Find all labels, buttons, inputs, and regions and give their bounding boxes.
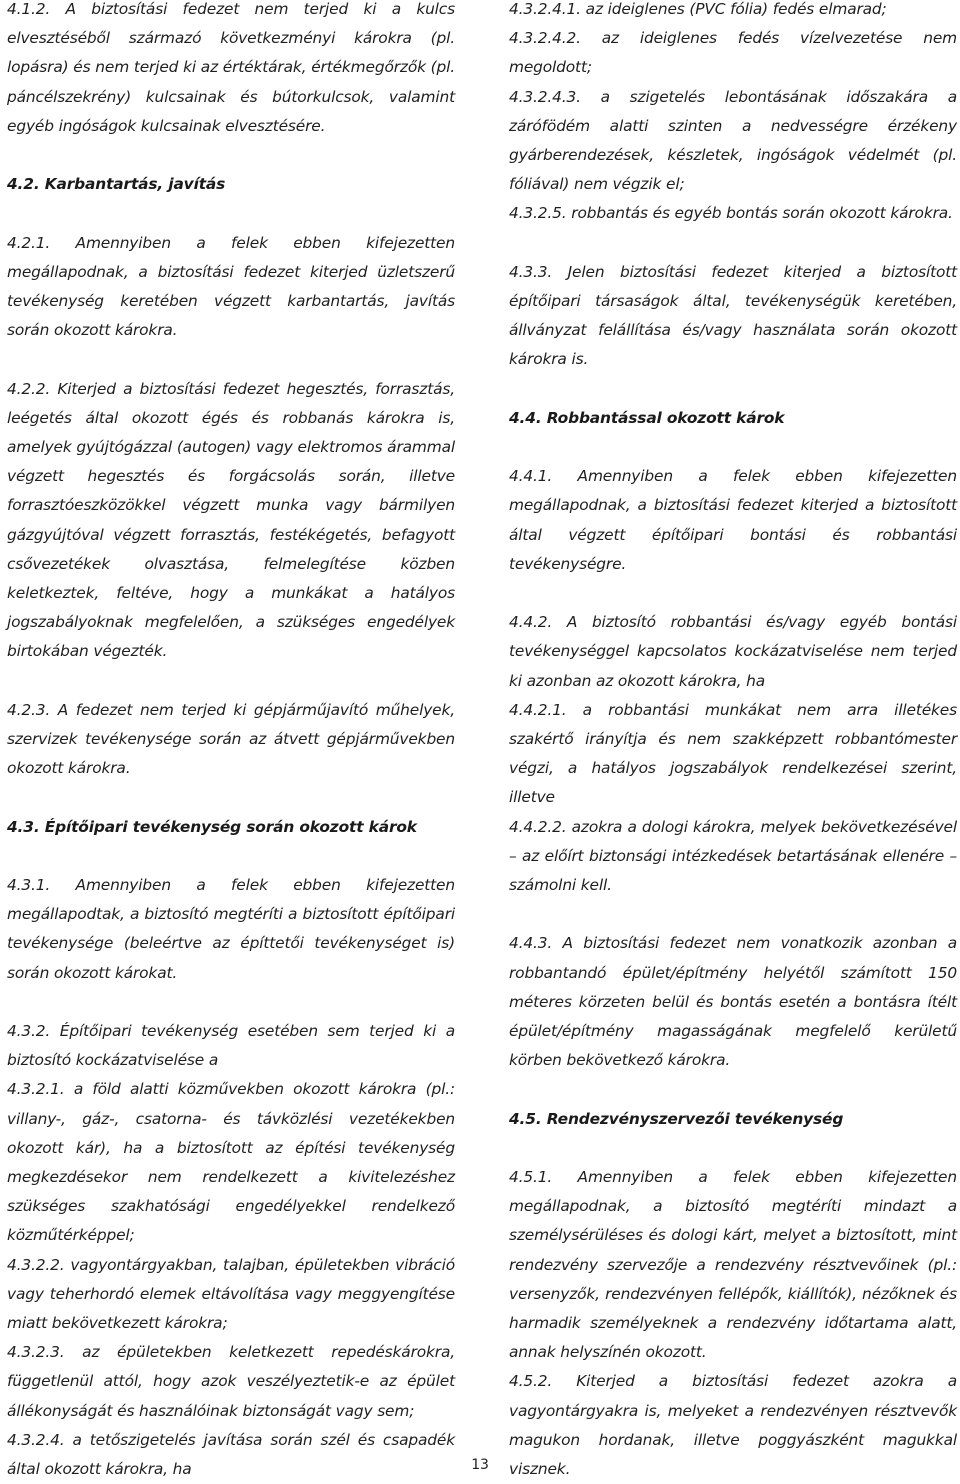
paragraph-4-3-2-3: 4.3.2.3. az épületekben keletkezett repedéskárokra, függetlenül attól, hogy azok veszélyeztetik-e az épület állékonyságát és használóinak biztonságát vagy sem; [7, 1343, 455, 1420]
paragraph-4-4-1: 4.4.1. Amennyiben a felek ebben kifejezetten megállapodnak, a biztosítási fedezet kiterjed a biztosított által végzett építőipari bontási és robbantási tevékenységre. [509, 467, 957, 573]
paragraph-4-4-2-1: 4.4.2.1. a robbantási munkákat nem arra illetékes szakértő irányítja és nem szakképzett robbantómester végzi, a hatályos jogszabályok rendelkezései szerint, illetve [509, 700, 957, 807]
paragraph-4-3-2-1: 4.3.2.1. a föld alatti közművekben okozott károkra (pl.: villany-, gáz-, csatorna- és távközlési vezetékekben okozott kár), ha a biztosított az építési tevékenység megkezdésekor nem rendelkezett a kivitelezéshez szükséges szakhatósági engedélyekkel rendelkező közműtérképpel; [7, 1080, 455, 1245]
right-column [509, 0, 957, 1484]
paragraph-4-4-3: 4.4.3. A biztosítási fedezet nem vonatkozik azonban a robbantandó épület/építmény helyétől számított 150 méteres körzeten belül és bontás esetén a bontásra ítélt épület/építmény magasságának megfelelő kerületű körben bekövetkező károkra. [509, 934, 957, 1070]
paragraph-4-3-2-4-2: 4.3.2.4.2. az ideiglenes fedés vízelvezetése nem megoldott; [509, 29, 957, 77]
paragraph-4-2-2: 4.2.2. Kiterjed a biztosítási fedezet hegesztés, forrasztás, leégetés által okozott égés és robbanás károkra is, amelyek gyújtógázzal (autogen) vagy elektromos árammal végzett hegesztés és forgácsolás során, illetve forrasztóeszközökkel végzett munka vagy bármilyen gázgyújtóval végzett forrasztás, festékégetés, befagyott csővezetékek olvasztása, felmelegítése közben keletkeztek, feltéve, hogy a munkákat a hatályos jogszabályoknak megfelelően, a szükséges engedélyek birtokában végezték. [7, 379, 455, 661]
paragraph-4-3-1: 4.3.1. Amennyiben a felek ebben kifejezetten megállapodtak, a biztosító megtéríti a biztosított építőipari tevékenysége (beleértve az építtetői tevékenységet is) során okozott károkat. [7, 876, 455, 982]
paragraph-4-3-2-2: 4.3.2.2. vagyontárgyakban, talajban, épületekben vibráció vagy teherhordó elemek eltávolítása vagy meggyengítése miatt bekövetkezett károkra; [7, 1255, 455, 1333]
paragraph-4-3-2: 4.3.2. Építőipari tevékenység esetében sem terjed ki a biztosító kockázatviselése a [7, 1022, 455, 1070]
paragraph-4-5-2: 4.5.2. Kiterjed a biztosítási fedezet azokra a vagyontárgyakra is, melyeket a rendezvényen résztvevők magukon hordanak, illetve poggyászként magukkal visznek. [509, 1372, 957, 1479]
paragraph-4-5-1: 4.5.1. Amennyiben a felek ebben kifejezetten megállapodnak, a biztosító megtéríti mindazt a személysérüléses és dologi kárt, melyet a biztosított, mint rendezvény szervezője a rendezvény résztvevőinek (pl.: versenyzők, rendezvényen fellépők, kiállítók), nézőknek és harmadik személyeknek a rendezvény időtartama alatt, annak helyszínén okozott. [509, 1168, 957, 1362]
page-number: 13 [471, 1457, 489, 1473]
paragraph-4-3-2-4: 4.3.2.4. a tetőszigetelés javítása során szél és csapadék által okozott károkra, ha [7, 1430, 455, 1479]
paragraph-4-4-2-2: 4.4.2.2. azokra a dologi károkra, melyek bekövetkezésével – az előírt biztonsági intézkedések betartásának ellenére – számolni kell. [509, 817, 957, 895]
paragraph-4-4-2: 4.4.2. A biztosító robbantási és/vagy egyéb bontási tevékenységgel kapcsolatos kockázatviselése nem terjed ki azonban az okozott károkra, ha [509, 613, 957, 690]
paragraph-4-2-3: 4.2.3. A fedezet nem terjed ki gépjárműjavító műhelyek, szervizek tevékenysége során az átvett gépjárművekben okozott károkra. [7, 700, 455, 778]
paragraph-4-3-3: 4.3.3. Jelen biztosítási fedezet kiterjed a biztosított építőipari társaságok által, tevékenységük keretében, állványzat felállítása és/vagy használata során okozott károkra is. [509, 262, 957, 369]
heading-4-4: 4.4. Robbantással okozott károk [509, 408, 785, 427]
heading-4-5: 4.5. Rendezvényszervezői tevékenység [509, 1109, 844, 1128]
heading-4-3: 4.3. Építőipari tevékenység során okozott károk [7, 817, 417, 836]
paragraph-4-3-2-4-3: 4.3.2.4.3. a szigetelés lebontásának időszakára a zárófödém alatti szinten a nedvességre érzékeny gyárberendezések, készletek, ingóságok védelmét (pl. fóliával) nem végzik el; [509, 87, 957, 194]
heading-4-2: 4.2. Karbantartás, javítás [7, 175, 226, 194]
paragraph-4-1-2: 4.1.2. A biztosítási fedezet nem terjed ki a kulcs elvesztéséből származó következményi károkra (pl. lopásra) és nem terjed ki az értéktárak, értékmegőrzők (pl. páncélszekrény) kulcsainak és bútorkulcsok, valamint egyéb ingóságok kulcsainak elvesztésére. [7, 0, 455, 135]
paragraph-4-3-2-4-1: 4.3.2.4.1. az ideiglenes (PVC fólia) fedés elmarad; [509, 0, 887, 18]
left-column [7, 0, 455, 1484]
paragraph-4-3-2-5: 4.3.2.5. robbantás és egyéb bontás során okozott károkra. [509, 204, 953, 223]
paragraph-4-2-1: 4.2.1. Amennyiben a felek ebben kifejezetten megállapodnak, a biztosítási fedezet kiterjed üzletszerű tevékenység keretében végzett karbantartás, javítás során okozott károkra. [7, 233, 455, 340]
